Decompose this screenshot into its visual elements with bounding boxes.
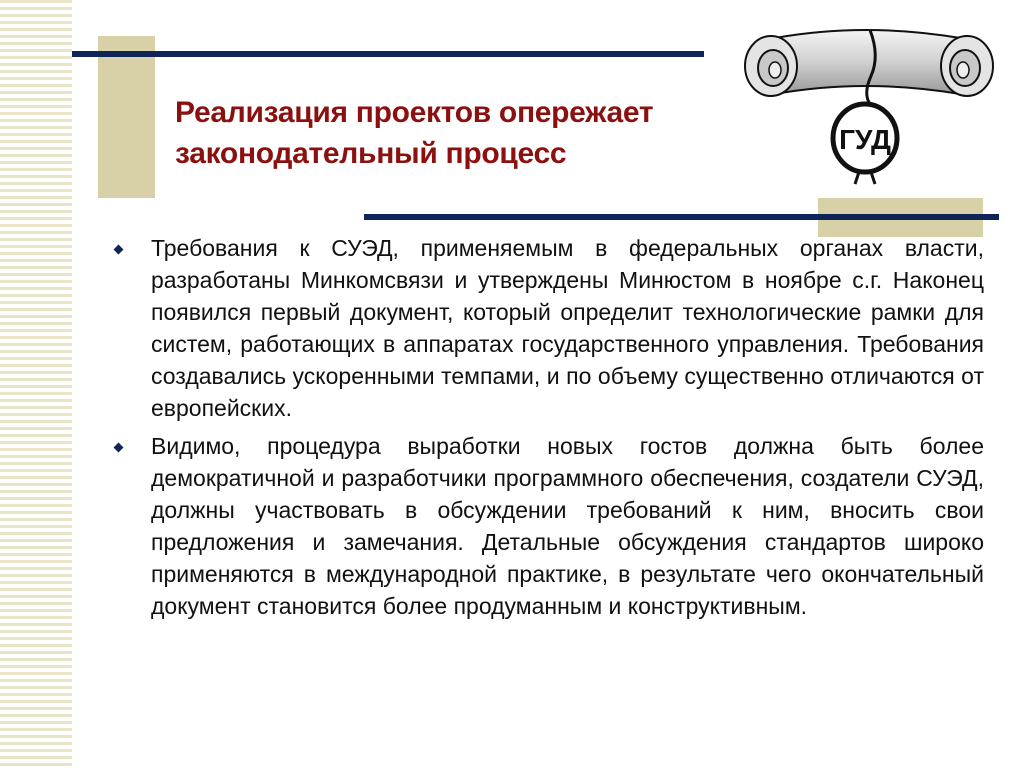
scroll-seal-icon	[735, 16, 1005, 186]
slide-title-line-1: Реализация проектов опережает	[175, 96, 654, 129]
bullet-list	[108, 232, 984, 628]
bullet-item-1	[108, 232, 984, 424]
slide-title	[175, 92, 715, 174]
bullet-text-1: Требования к СУЭД, применяемым в федеральных органах власти, разработаны Минкомсвязи и утверждены Минюстом в ноябре с.г. Наконец появился первый документ, который определит технологические рамки для систем, работающих в аппаратах государственного управления. Требования создавались ускоренными темпами, и по объему существенно отличаются от европейских.	[151, 235, 984, 421]
diamond-bullet-icon	[114, 443, 124, 453]
decorative-side-stripes	[0, 0, 72, 768]
decorative-navy-line-bottom	[364, 214, 999, 220]
seal-text: ГУД	[839, 124, 891, 155]
diamond-bullet-icon	[114, 245, 124, 255]
bullet-item-2	[108, 430, 984, 622]
decorative-navy-line-top	[72, 51, 704, 57]
bullet-text-2: Видимо, процедура выработки новых гостов должна быть более демократичной и разработчики программного обеспечения, создатели СУЭД, должны участвовать в обсуждении требований к ним, вносить свои предложения и замечания. Детальные обсуждения стандартов широко применяются в международной практике, в результате чего окончательный документ становится более продуманным и конструктивным.	[151, 433, 984, 619]
slide-title-line-2: законодательный процесс	[175, 137, 567, 170]
decorative-tan-block-top	[98, 36, 155, 198]
